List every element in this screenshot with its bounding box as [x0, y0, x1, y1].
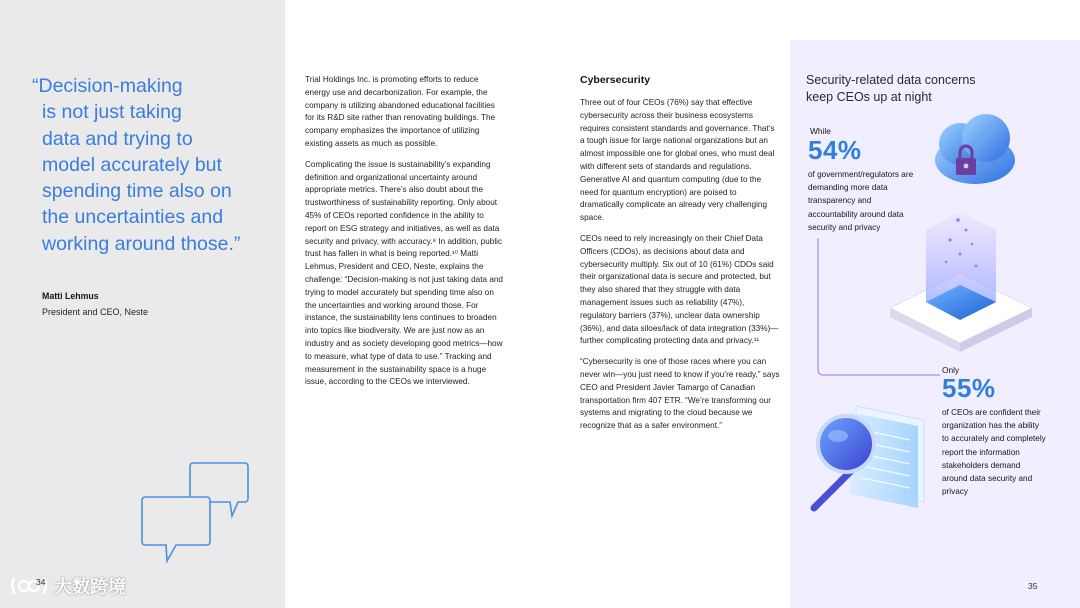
chat-bubbles-icon — [138, 455, 253, 575]
quote-line: model accurately but — [42, 153, 222, 176]
quote-line: “Decision-making — [32, 75, 183, 97]
panel-artwork — [790, 40, 1080, 608]
pull-quote — [32, 73, 272, 257]
watermark-text: 大数跨境 — [54, 577, 126, 597]
body-paragraph: Trial Holdings Inc. is promoting efforts to reduce energy use and decarbonization. For example, the company is utilizing abandoned educational facilities for its R&D site rather than renovating buildings. The company emphasizes the importance of utilizing existing assets as much as possible. — [305, 75, 496, 148]
body-paragraph: Complicating the issue is sustainability’s expanding definition and organizational uncertainty around appropriate metrics. There’s also doubt about the trustworthiness of sustainability reporting. Only about 45% of CEOs reported confidence in the ability to report on ESG strategy and initiatives, as well as data security and privacy, with accuracy.⁹ In addition, public trust has fallen in what is being reported.¹⁰ Matti Lehmus, President and CEO, Neste, explains the challenge: “Decision-making is not just taking data and trying to model accurately but spending time also on the uncertainties and working around those. For instance, the sustainability lens continues to broaden into topics like biodiversity. We are just now as an industry and as society developing good metrics—how to measure, what type of data to use.” Tracking and measurement in the sustainability space is a huge issue, according to the CEOs we interviewed. — [305, 159, 503, 387]
quote-line: is not just taking — [42, 101, 182, 124]
stat2-description: of CEOs are confident their organization has the ability to accurately and completely report the information stakeholders demand around data security and privacy — [942, 408, 1046, 497]
stat1-label: While — [810, 126, 831, 136]
magnifier-documents-icon — [814, 406, 924, 508]
left-panel — [0, 0, 285, 608]
body-paragraph: CEOs need to rely increasingly on their Chief Data Officers (CDOs), as decisions about data and cybersecurity multiply. Six out of 10 (61%) CDOs said their organizational data is secure and protected, but they also shared that they struggle with data management issues such as reliability (47%), regulatory barriers (37%), unclear data ownership (36%), and data siloes/lack of data integration (33%)—further complicating protecting data and privacy.¹¹ — [580, 233, 779, 346]
quote-line: working around those.” — [42, 232, 241, 255]
body-column-2 — [580, 97, 780, 441]
body-column-1 — [305, 74, 503, 397]
stats-panel — [790, 40, 1080, 608]
body-paragraph: “Cybersecurity is one of those races where you can never win—you just need to know if you’re ready,” says CEO and President Javier Tamargo of Canadian transportation firm 407 ETR. “We’re transforming our systems and migrating to the cloud because we recognize that as a safer environment.” — [580, 357, 780, 431]
cloud-lock-icon — [935, 114, 1015, 184]
page-number-right: 35 — [1028, 581, 1038, 591]
quote-line: data and trying to — [42, 127, 193, 150]
quote-author-name: Matti Lehmus — [42, 291, 99, 301]
stat1-value: 54% — [808, 135, 862, 165]
quote-line: the uncertainties and — [42, 206, 224, 229]
quote-line: spending time also on — [42, 180, 232, 203]
stat1-description: of government/regulators are demanding more data transparency and accountability around data security and privacy — [808, 170, 914, 232]
page-number-left: 34 — [36, 577, 46, 587]
panel-title: Security-related data concerns keep CEOs up at night — [806, 73, 976, 104]
stat2-label: Only — [942, 365, 960, 375]
quote-author-title: President and CEO, Neste — [42, 307, 149, 317]
watermark — [8, 573, 126, 599]
stat2-value: 55% — [942, 373, 996, 403]
section-heading: Cybersecurity — [580, 74, 651, 86]
body-paragraph: Three out of four CEOs (76%) say that effective cybersecurity across their business ecosystems requires consistent standards and governance. That’s a tough issue for large national organizations but an almost impossible one for global ones, who must deal with different sets of standards and regulations. Generative AI and quantum computing (due to the need for quantum encryption) are poised to dramatically complicate an already very challenging space. — [580, 98, 775, 223]
